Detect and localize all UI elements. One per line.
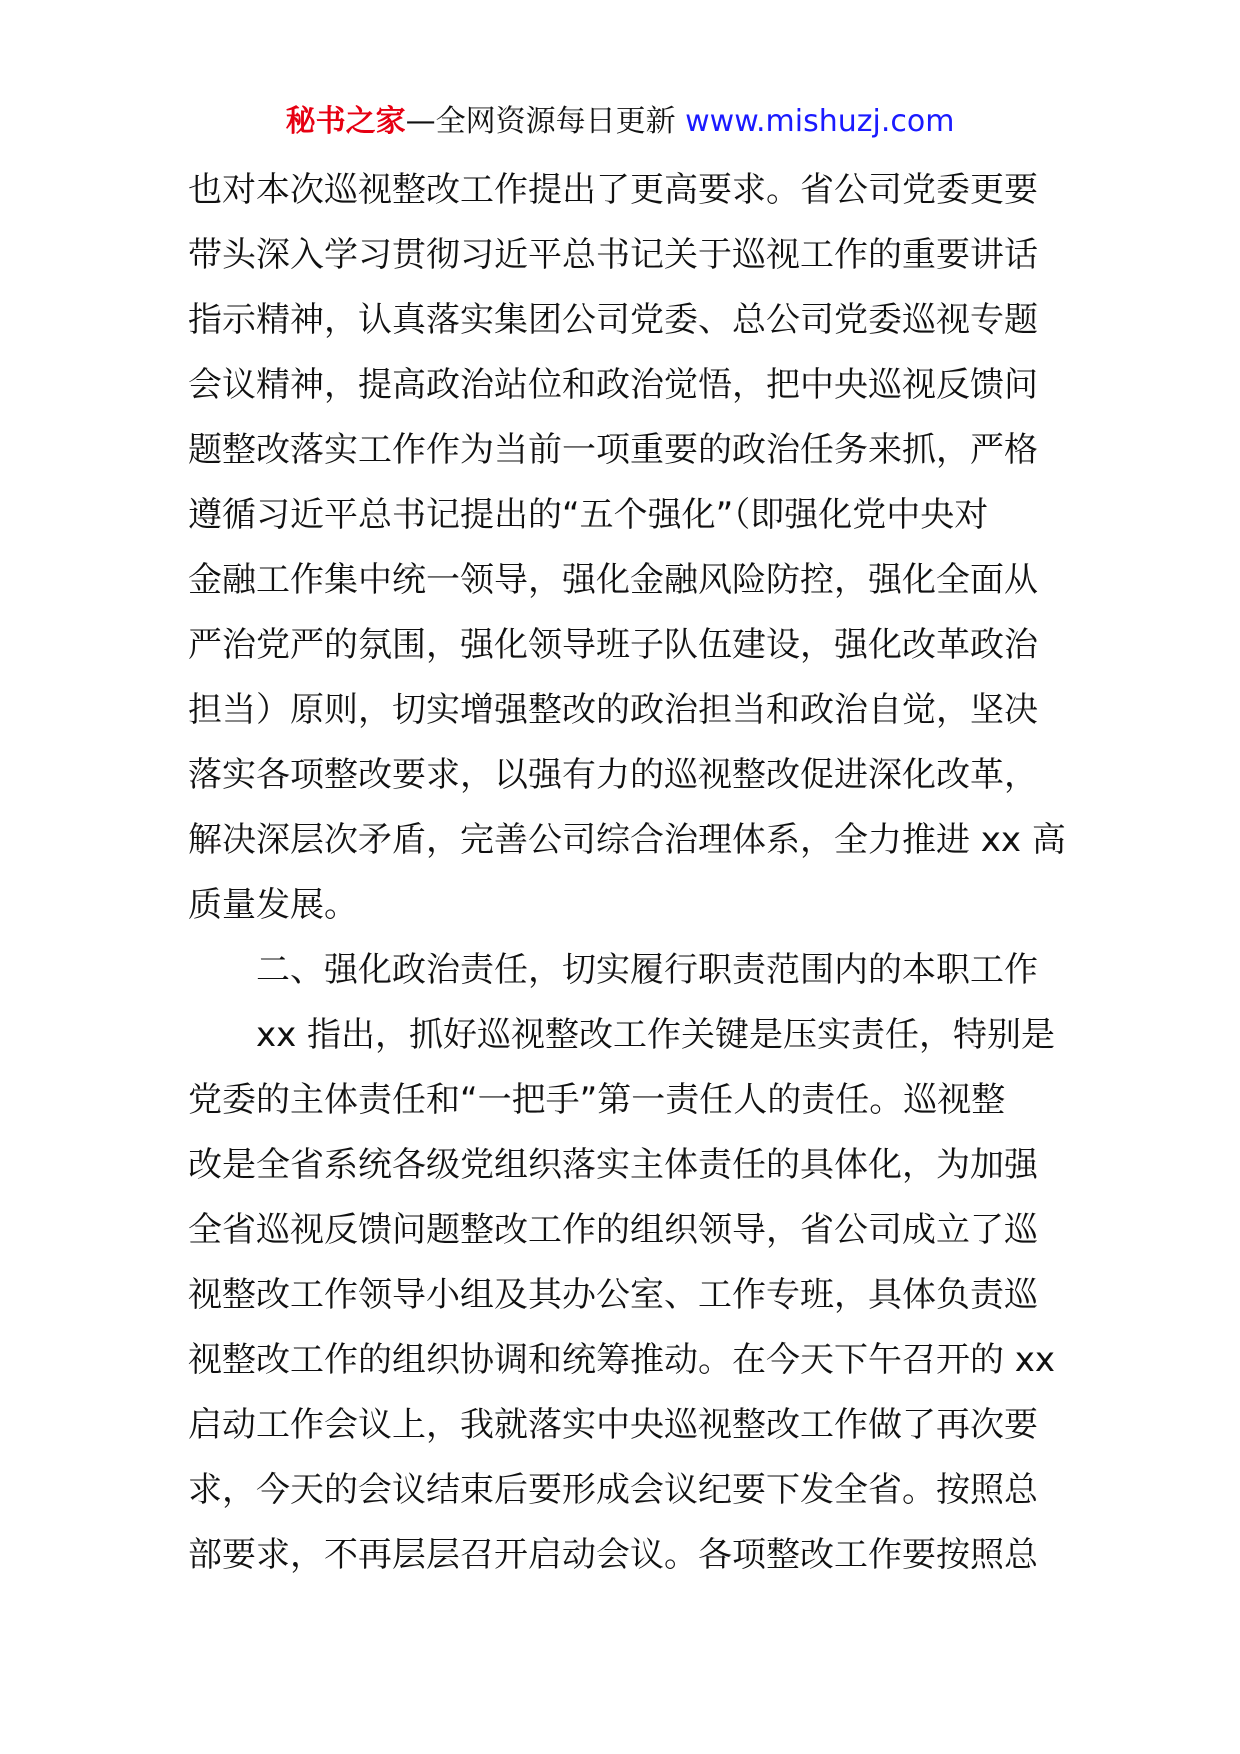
text-line: 严治党严的氛围，强化领导班子队伍建设，强化改革政治: [188, 625, 1038, 665]
text-line: 全省巡视反馈问题整改工作的组织领导，省公司成立了巡: [188, 1210, 1038, 1250]
text-line: 改是全省系统各级党组织落实主体责任的具体化，为加强: [188, 1145, 1038, 1185]
text-line: 也对本次巡视整改工作提出了更高要求。省公司党委更要: [188, 170, 1038, 210]
text-line: 质量发展。: [188, 885, 358, 925]
text-line: 遵循习近平总书记提出的“五个强化”（即强化党中央对: [188, 495, 989, 535]
text-line: 启动工作会议上，我就落实中央巡视整改工作做了再次要: [188, 1405, 1038, 1445]
header-url-link[interactable]: www.mishuzj.com: [685, 104, 955, 139]
text-line: 视整改工作领导小组及其办公室、工作专班，具体负责巡: [188, 1275, 1038, 1315]
text-line: 落实各项整改要求，以强有力的巡视整改促进深化改革，: [188, 755, 1038, 795]
watermark-header: [0, 100, 1240, 144]
text-line: 担当）原则，切实增强整改的政治担当和政治自觉，坚决: [188, 690, 1038, 730]
text-line: 题整改落实工作作为当前一项重要的政治任务来抓，严格: [188, 430, 1038, 470]
header-tagline: —全网资源每日更新: [405, 104, 686, 139]
text-line: 求，今天的会议结束后要形成会议纪要下发全省。按照总: [188, 1470, 1038, 1510]
text-line: 解决深层次矛盾，完善公司综合治理体系，全力推进 xx 高: [188, 820, 1066, 860]
text-line: 带头深入学习贯彻习近平总书记关于巡视工作的重要讲话: [188, 235, 1038, 275]
text-line: 视整改工作的组织协调和统筹推动。在今天下午召开的 xx: [188, 1340, 1056, 1380]
text-line: 党委的主体责任和“一把手”第一责任人的责任。巡视整: [188, 1080, 1006, 1120]
section-heading: 二、强化政治责任，切实履行职责范围内的本职工作: [256, 950, 1038, 990]
text-line: 金融工作集中统一领导，强化金融风险防控，强化全面从: [188, 560, 1038, 600]
document-body: [188, 158, 1066, 1588]
header-brand: 秘书之家: [285, 104, 406, 139]
text-line: xx 指出，抓好巡视整改工作关键是压实责任，特别是: [256, 1015, 1056, 1055]
text-line: 部要求，不再层层召开启动会议。各项整改工作要按照总: [188, 1535, 1038, 1575]
text-line: 指示精神，认真落实集团公司党委、总公司党委巡视专题: [188, 300, 1038, 340]
text-line: 会议精神，提高政治站位和政治觉悟，把中央巡视反馈问: [188, 365, 1038, 405]
